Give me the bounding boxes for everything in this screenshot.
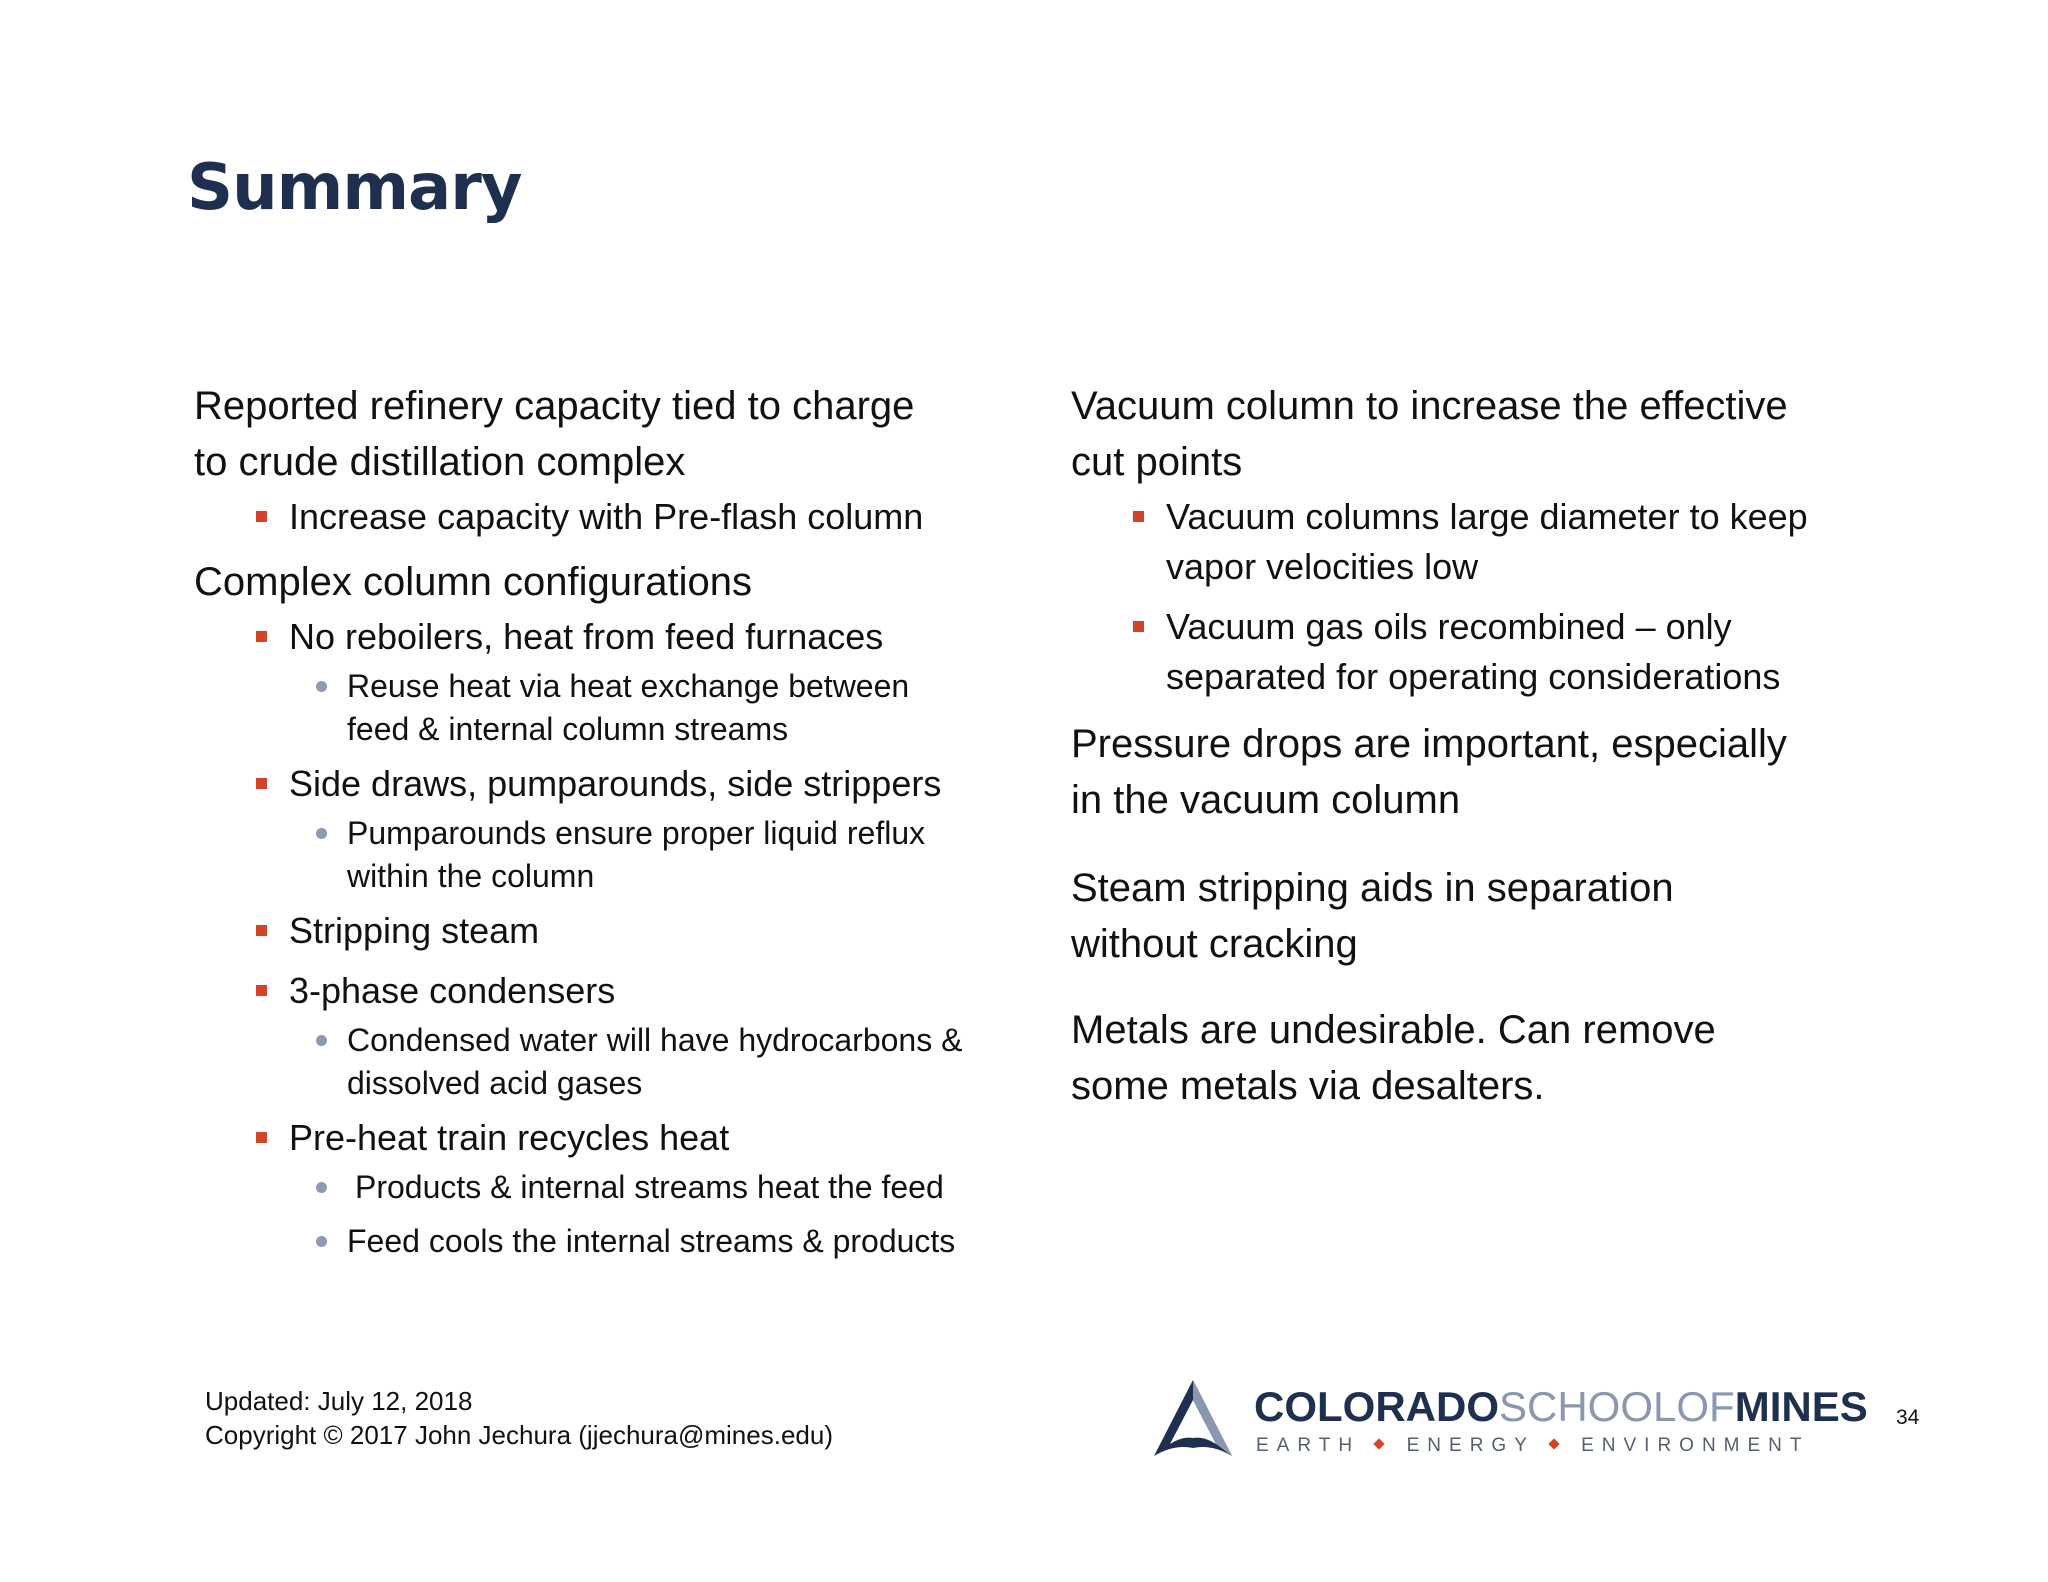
- page-number: 34: [1896, 1406, 1920, 1429]
- right-paragraph-metals-line2: some metals via desalters.: [1071, 1064, 1545, 1108]
- sub-bullet-condensed-water: [194, 1019, 1014, 1105]
- bullet-reboilers: [194, 612, 1014, 662]
- square-bullet-icon: [256, 778, 267, 789]
- bullet-vacuum-gas-oils: [1071, 602, 1911, 702]
- bullet-preheat-train-text: Pre-heat train recycles heat: [289, 1117, 730, 1158]
- sub-bullet-condensed-water-line1: Condensed water will have hydrocarbons &: [347, 1022, 963, 1058]
- right-paragraph-vacuum: [1071, 378, 1911, 490]
- bullet-stripping-steam: [194, 906, 1014, 956]
- logo-word-mines: MINES: [1734, 1383, 1868, 1430]
- square-bullet-icon: [256, 925, 267, 936]
- bullet-condensers: [194, 966, 1014, 1016]
- bullet-reboilers-text: No reboilers, heat from feed furnaces: [289, 616, 884, 657]
- logo-tag-energy: ENERGY: [1406, 1435, 1535, 1456]
- right-paragraph-pressure-line1: Pressure drops are important, especially: [1071, 722, 1787, 766]
- round-bullet-icon: [316, 1236, 327, 1247]
- right-column: [1071, 378, 1911, 1114]
- square-bullet-icon: [1133, 621, 1144, 632]
- left-column: [194, 378, 1014, 1263]
- left-paragraph-complex: Complex column configurations: [194, 560, 753, 604]
- sub-bullet-reuse-heat-line1: Reuse heat via heat exchange between: [347, 668, 910, 704]
- sub-bullet-pumparounds-line2: within the column: [347, 858, 595, 894]
- bullet-preflash: [194, 492, 1014, 542]
- bullet-side-draws-text: Side draws, pumparounds, side strippers: [289, 763, 942, 804]
- footer-copyright: Copyright © 2017 John Jechura (jjechura@mines.edu): [205, 1420, 833, 1450]
- sub-bullet-pumparounds-line1: Pumparounds ensure proper liquid reflux: [347, 815, 926, 851]
- left-paragraph-capacity: [194, 378, 1014, 490]
- logo-word-schoolof: SCHOOLOF: [1499, 1383, 1735, 1430]
- square-bullet-icon: [256, 985, 267, 996]
- right-paragraph-pressure-line2: in the vacuum column: [1071, 778, 1461, 822]
- right-paragraph-metals-line1: Metals are undesirable. Can remove: [1071, 1008, 1716, 1052]
- bullet-preflash-text: Increase capacity with Pre-flash column: [289, 496, 924, 537]
- logo-tag-environment: ENVIRONMENT: [1581, 1435, 1810, 1456]
- bullet-vacuum-diameter-line1: Vacuum columns large diameter to keep: [1166, 496, 1808, 537]
- logo-wordmark: [1254, 1382, 1868, 1432]
- square-bullet-icon: [256, 631, 267, 642]
- round-bullet-icon: [316, 1182, 327, 1193]
- right-paragraph-metals: [1071, 1002, 1911, 1114]
- footer-credits: [205, 1384, 833, 1452]
- right-paragraph-vacuum-line1: Vacuum column to increase the effective: [1071, 384, 1788, 428]
- sub-bullet-feed-cools-text: Feed cools the internal streams & products: [347, 1223, 956, 1259]
- sub-bullet-reuse-heat-line2: feed & internal column streams: [347, 711, 789, 747]
- bullet-vacuum-gas-oils-line1: Vacuum gas oils recombined – only: [1166, 606, 1732, 647]
- right-paragraph-pressure: [1071, 716, 1911, 828]
- left-paragraph-capacity-line1: Reported refinery capacity tied to charge: [194, 384, 915, 428]
- left-paragraph-capacity-line2: to crude distillation complex: [194, 440, 686, 484]
- logo-tag-earth: EARTH: [1256, 1435, 1361, 1456]
- right-paragraph-steam: [1071, 860, 1911, 972]
- mines-triangle-logo-icon: [1152, 1378, 1234, 1462]
- square-bullet-icon: [1133, 511, 1144, 522]
- slide-title: Summary: [187, 151, 522, 225]
- round-bullet-icon: [316, 828, 327, 839]
- sub-bullet-pumparounds: [194, 812, 1014, 898]
- sub-bullet-reuse-heat: [194, 665, 1014, 751]
- bullet-vacuum-diameter-line2: vapor velocities low: [1166, 546, 1479, 587]
- right-paragraph-steam-line2: without cracking: [1071, 922, 1358, 966]
- bullet-vacuum-gas-oils-line2: separated for operating considerations: [1166, 656, 1781, 697]
- square-bullet-icon: [256, 511, 267, 522]
- square-bullet-icon: [256, 1132, 267, 1143]
- sub-bullet-products-heat-text: Products & internal streams heat the feed: [355, 1169, 944, 1205]
- bullet-condensers-text: 3-phase condensers: [289, 970, 616, 1011]
- logo-tagline: [1256, 1434, 1810, 1458]
- footer-updated: Updated: July 12, 2018: [205, 1386, 473, 1416]
- round-bullet-icon: [316, 681, 327, 692]
- bullet-vacuum-diameter: [1071, 492, 1911, 592]
- round-bullet-icon: [316, 1035, 327, 1046]
- logo-word-colorado: COLORADO: [1254, 1383, 1499, 1430]
- diamond-separator-icon: [1548, 1439, 1559, 1450]
- right-paragraph-steam-line1: Steam stripping aids in separation: [1071, 866, 1674, 910]
- bullet-stripping-steam-text: Stripping steam: [289, 910, 540, 951]
- sub-bullet-feed-cools: [194, 1220, 1014, 1263]
- diamond-separator-icon: [1374, 1439, 1385, 1450]
- colorado-school-of-mines-logo: [1152, 1378, 1868, 1462]
- sub-bullet-products-heat: [194, 1166, 1014, 1209]
- sub-bullet-condensed-water-line2: dissolved acid gases: [347, 1065, 643, 1101]
- bullet-preheat-train: [194, 1113, 1014, 1163]
- bullet-side-draws: [194, 759, 1014, 809]
- right-paragraph-vacuum-line2: cut points: [1071, 440, 1243, 484]
